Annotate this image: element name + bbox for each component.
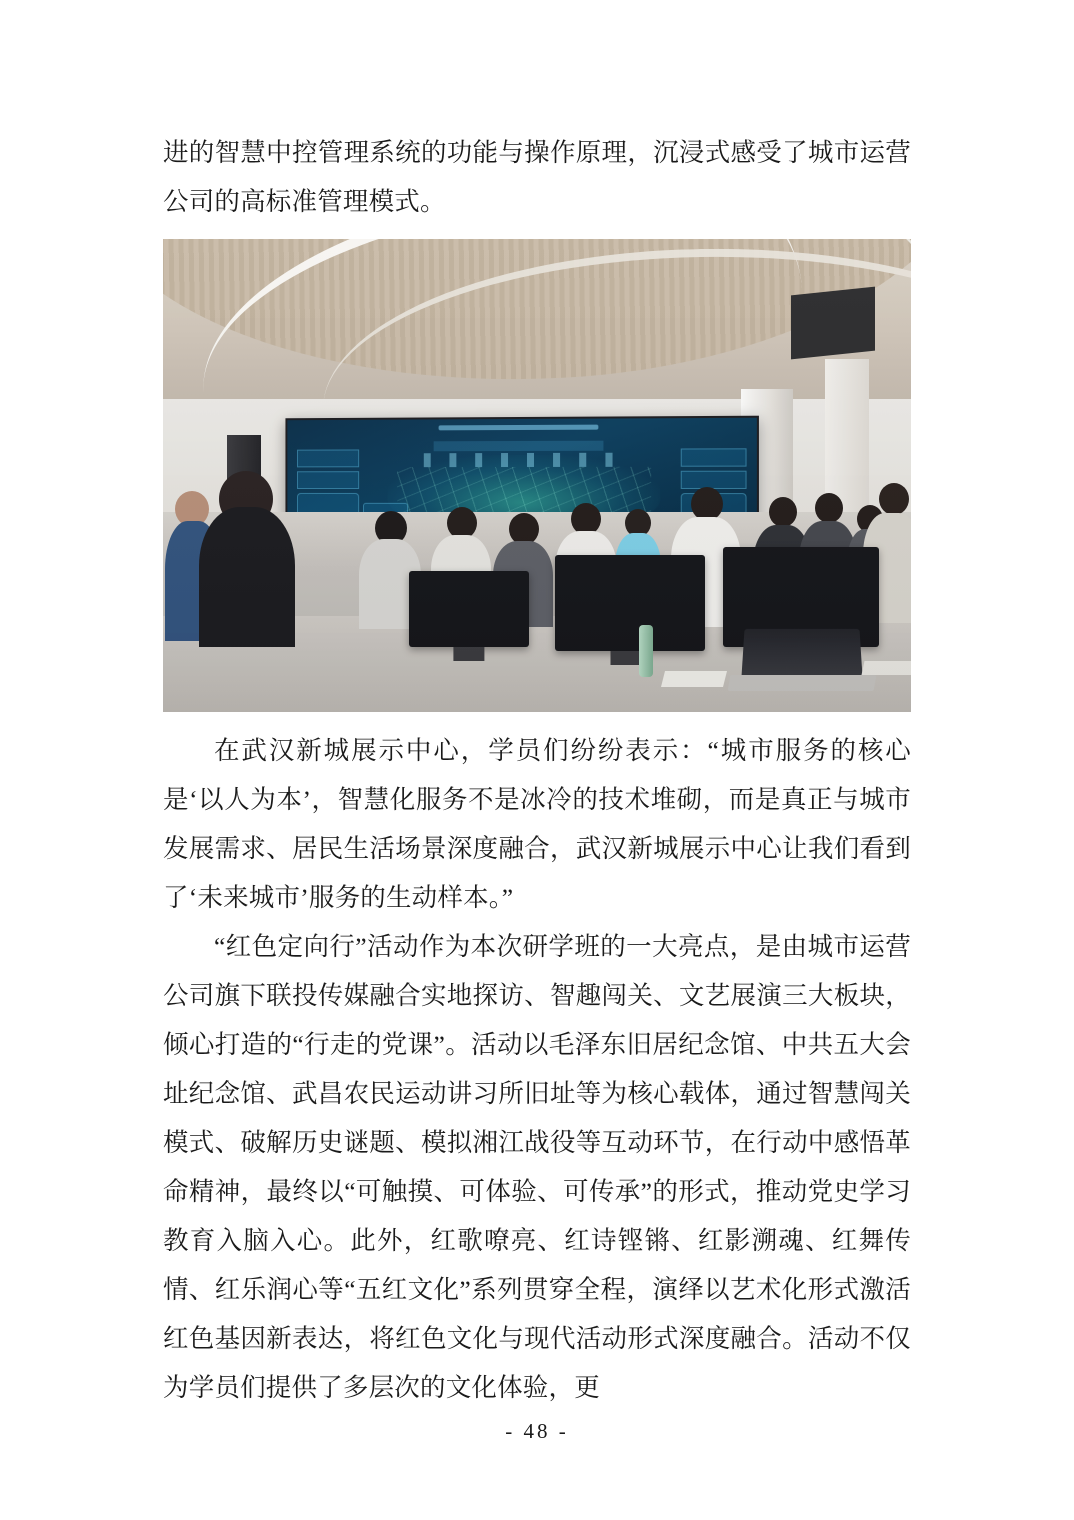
paragraph-wuhan-new-city: 在武汉新城展示中心，学员们纷纷表示：“城市服务的核心是‘以人为本’，智慧化服务不是冰冷的技术堆砌，而是真正与城市发展需求、居民生活场景深度融合，武汉新城展示中心让我们看到了‘未来城市’服务的生动样本。” [163, 736, 911, 912]
photo-laptop-base [728, 675, 877, 691]
photo-screen-panel [681, 448, 747, 466]
photo-person-head [879, 483, 909, 515]
photo-image [163, 239, 911, 712]
photo-laptop [741, 629, 862, 678]
photo-person-head [769, 497, 797, 527]
page-content [163, 128, 911, 1412]
photo-screen-panel [297, 471, 359, 489]
photo-screen-panel [434, 441, 604, 452]
photo-paper-sheet [661, 671, 727, 687]
photo-person [199, 507, 295, 647]
photo-screen-panel [297, 449, 359, 467]
photo-paper-sheet [862, 661, 911, 675]
photo-person-head [691, 487, 723, 521]
page-number: - 48 - [505, 1419, 569, 1443]
photo-water-bottle [639, 625, 653, 677]
photo-screen-icon-row [424, 453, 614, 467]
photo-desk-monitor [409, 571, 529, 647]
paragraph-red-orienteering: “红色定向行”活动作为本次研学班的一大亮点，是由城市运营公司旗下联投传媒融合实地探访、智趣闯关、文艺展演三大板块，倾心打造的“行走的党课”。活动以毛泽东旧居纪念馆、中共五大会址纪念馆、武昌农民运动讲习所旧址等为核心载体，通过智慧闯关模式、破解历史谜题、模拟湘江战役等互动环节，在行动中感悟革命精神，最终以“可触摸、可体验、可传承”的形式，推动党史学习教育入脑入心。此外，红歌嘹亮、红诗铿锵、红影溯魂、红舞传情、红乐润心等“五红文化”系列贯穿全程，演绎以艺术化形式激活红色基因新表达，将红色文化与现代活动形式深度融合。活动不仅为学员们提供了多层次的文化体验，更 [163, 932, 911, 1402]
photo-ceiling-projector-box [791, 287, 875, 360]
photo-desk-monitor [555, 555, 705, 651]
photo-screen-panel [681, 471, 747, 489]
photo-screen-title-bar [439, 425, 599, 431]
paragraph-continued: 进的智慧中控管理系统的功能与操作原理，沉浸式感受了城市运营公司的高标准管理模式。 [163, 138, 911, 216]
photo-person-head [815, 493, 843, 523]
figure-smart-control-center [163, 239, 911, 712]
